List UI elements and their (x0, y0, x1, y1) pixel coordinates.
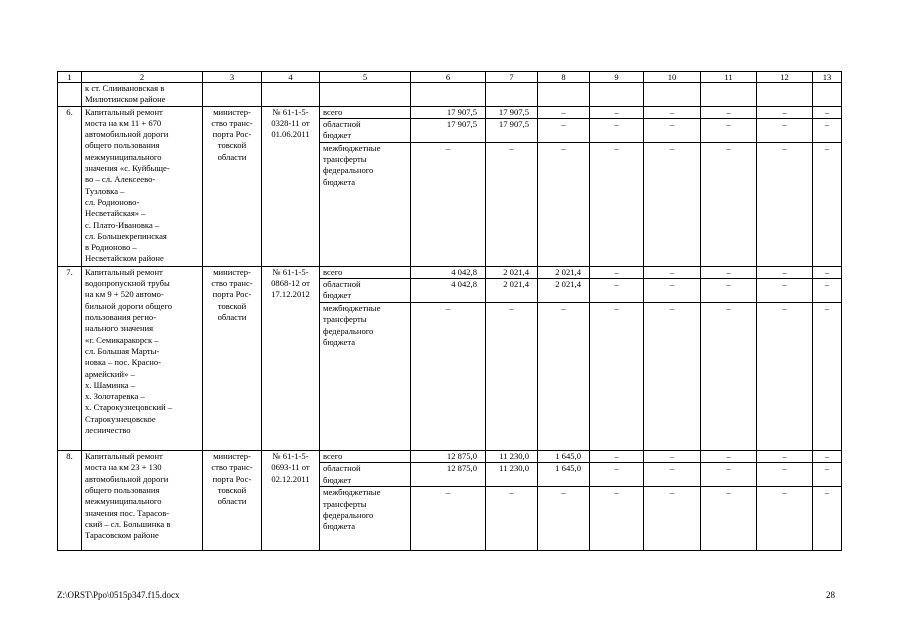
text-line: межмуниципального (85, 496, 162, 507)
amount-cell: – (757, 451, 813, 463)
funding-source (320, 487, 411, 551)
amount-cell: – (590, 487, 644, 551)
text-line: бюджет (323, 474, 352, 485)
column-header-10: 10 (644, 72, 701, 83)
text-line: 0693-11 от (271, 462, 310, 473)
text-line: х. Шаминка – (85, 379, 136, 390)
row-number: 6. (58, 106, 82, 266)
text-line: 0328-11 от (271, 117, 310, 128)
text-line: областной (323, 279, 361, 290)
organization (203, 266, 262, 450)
amount-cell: – (644, 463, 701, 487)
funding-source (320, 279, 411, 303)
amount-cell: – (701, 451, 757, 463)
amount-cell: – (411, 487, 486, 551)
text-line: Тузловка – (85, 185, 125, 196)
continuation-cell (644, 83, 701, 107)
text-line: федерального (323, 510, 374, 521)
amount-cell: – (411, 142, 486, 266)
text-line: автомобильной дороги (85, 129, 169, 140)
continuation-cell (203, 83, 262, 107)
text-line: 01.06.2011 (271, 129, 310, 140)
amount-cell: – (411, 303, 486, 451)
amount-cell: – (813, 106, 842, 118)
text-line: Капитальный ремонт (85, 266, 163, 277)
document-ref (262, 106, 320, 266)
amount-cell: – (590, 303, 644, 451)
funding-source (320, 266, 411, 278)
text-line: водопропускной трубы (85, 278, 170, 289)
organization (203, 451, 262, 551)
amount-cell: – (757, 142, 813, 266)
amount-cell: – (590, 118, 644, 142)
text-line: моста на км 11 + 670 (85, 117, 162, 128)
text-line: на км 9 + 520 автомо- (85, 289, 164, 300)
amount-cell: – (486, 303, 538, 451)
text-line: лесничество (85, 425, 131, 436)
text-line: во – сл. Алексеево- (85, 174, 156, 185)
text-line: 0868-12 от (271, 278, 310, 289)
amount-cell: – (644, 118, 701, 142)
object-name (82, 451, 203, 551)
amount-cell: – (644, 303, 701, 451)
text-line: областной (323, 118, 361, 129)
funding-source (320, 463, 411, 487)
text-line: федерального (323, 325, 374, 336)
text-line: трансферты (323, 314, 367, 325)
continuation-cell (320, 83, 411, 107)
amount-cell: – (813, 451, 842, 463)
text-line: области (217, 312, 247, 323)
amount-cell: – (757, 266, 813, 278)
text-line: товской (217, 140, 247, 151)
funding-source (320, 303, 411, 451)
text-line: Тарасовском районе (85, 530, 159, 541)
text-line: министер- (213, 106, 251, 117)
funding-source (320, 451, 411, 463)
amount-cell: – (590, 463, 644, 487)
amount-cell: 12 875,0 (411, 463, 486, 487)
text-line: общего пользования (85, 485, 160, 496)
continuation-cell (813, 83, 842, 107)
text-line: нального значения (85, 323, 154, 334)
text-line: ский – сл. Большинка в (85, 518, 171, 529)
text-line: товской (217, 485, 247, 496)
row-number: 8. (58, 451, 82, 551)
text-line: порта Рос- (212, 289, 252, 300)
amount-cell: – (644, 487, 701, 551)
text-line: к ст. Слиивановская в (85, 83, 165, 93)
amount-cell: – (757, 487, 813, 551)
amount-cell: – (813, 266, 842, 278)
column-header-4: 4 (262, 72, 320, 83)
column-header-13: 13 (813, 72, 842, 83)
amount-cell: – (644, 266, 701, 278)
amount-cell: – (813, 279, 842, 303)
text-line: пользования регио- (85, 312, 157, 323)
document-ref (262, 451, 320, 551)
amount-cell: 17 907,5 (486, 118, 538, 142)
text-line: ство транс- (211, 278, 253, 289)
text-line: 02.12.2011 (271, 473, 310, 484)
text-line: порта Рос- (212, 473, 252, 484)
budget-table (57, 71, 842, 551)
text-line: всего (323, 266, 343, 277)
continuation-cell (701, 83, 757, 107)
text-line: порта Рос- (212, 129, 252, 140)
text-line: № 61-1-5- (272, 106, 309, 117)
continuation-cell (82, 83, 203, 107)
amount-cell: – (701, 487, 757, 551)
column-header-2: 2 (82, 72, 203, 83)
amount-cell: – (701, 303, 757, 451)
text-line: межбюджетные (323, 487, 381, 498)
text-line: бюджет (323, 290, 352, 301)
document-ref (262, 266, 320, 450)
amount-cell: – (590, 106, 644, 118)
amount-cell: 1 645,0 (538, 451, 590, 463)
text-line: общего пользования (85, 140, 160, 151)
table-row (58, 451, 842, 463)
amount-cell: – (813, 118, 842, 142)
column-header-5: 5 (320, 72, 411, 83)
text-line: Несветайская» – (85, 208, 146, 219)
amount-cell: – (644, 142, 701, 266)
amount-cell: 11 230,0 (486, 463, 538, 487)
text-line: сл. Большекрепинская (85, 230, 167, 241)
amount-cell: – (701, 142, 757, 266)
column-header-7: 7 (486, 72, 538, 83)
text-line: межбюджетные (323, 142, 381, 153)
amount-cell: – (813, 303, 842, 451)
row-number: 7. (58, 266, 82, 450)
text-line: межбюджетные (323, 303, 381, 314)
text-line: бюджет (323, 130, 352, 141)
amount-cell: – (644, 106, 701, 118)
text-line: министер- (213, 451, 251, 462)
column-header-9: 9 (590, 72, 644, 83)
column-header-1: 1 (58, 72, 82, 83)
table-row (58, 106, 842, 118)
column-header-11: 11 (701, 72, 757, 83)
text-line: бильной дороги общего (85, 300, 173, 311)
text-line: области (217, 151, 247, 162)
text-line: новка – пос. Красно- (85, 357, 162, 368)
amount-cell: 2 021,4 (486, 266, 538, 278)
funding-source (320, 142, 411, 266)
text-line: 17.12.2012 (271, 289, 310, 300)
amount-cell: 4 042,8 (411, 279, 486, 303)
text-line: сл. Большая Марты- (85, 345, 160, 356)
object-name (82, 266, 203, 450)
amount-cell: – (590, 142, 644, 266)
amount-cell: 17 907,5 (411, 106, 486, 118)
continuation-cell (411, 83, 486, 107)
column-header-8: 8 (538, 72, 590, 83)
column-header-12: 12 (757, 72, 813, 83)
text-line: Старокузнецовское (85, 413, 156, 424)
amount-cell: – (644, 451, 701, 463)
text-line: значения «с. Куйбыще- (85, 163, 170, 174)
text-line: Милютинском районе (85, 94, 166, 105)
text-line: «г. Семикаракорск – (85, 334, 159, 345)
text-line: автомобильной дороги (85, 473, 169, 484)
continuation-cell (590, 83, 644, 107)
amount-cell: – (757, 118, 813, 142)
continuation-cell (757, 83, 813, 107)
text-line: товской (217, 300, 247, 311)
text-line: области (217, 496, 247, 507)
amount-cell: – (757, 303, 813, 451)
amount-cell: – (538, 487, 590, 551)
text-line: Капитальный ремонт (85, 106, 163, 117)
amount-cell: 2 021,4 (486, 279, 538, 303)
text-line: федерального (323, 165, 374, 176)
amount-cell: – (590, 266, 644, 278)
amount-cell: – (538, 106, 590, 118)
text-line: в Родионово – (85, 242, 137, 253)
text-line: межмуниципального (85, 151, 162, 162)
amount-cell: – (701, 266, 757, 278)
amount-cell: – (701, 106, 757, 118)
text-line: всего (323, 451, 343, 462)
amount-cell: 12 875,0 (411, 451, 486, 463)
amount-cell: – (813, 463, 842, 487)
text-line: армейский» – (85, 368, 135, 379)
table-row (58, 266, 842, 278)
text-line: бюджета (323, 176, 356, 187)
funding-source (320, 118, 411, 142)
text-line: бюджета (323, 337, 356, 348)
amount-cell: 1 645,0 (538, 463, 590, 487)
object-name (82, 106, 203, 266)
text-line: трансферты (323, 498, 367, 509)
funding-source (320, 106, 411, 118)
column-header-6: 6 (411, 72, 486, 83)
amount-cell: 2 021,4 (538, 279, 590, 303)
amount-cell: – (538, 303, 590, 451)
amount-cell: – (757, 106, 813, 118)
text-line: х. Золотаревка – (85, 391, 145, 402)
footer-page-number: 28 (826, 590, 835, 600)
amount-cell: 2 021,4 (538, 266, 590, 278)
amount-cell: – (757, 463, 813, 487)
amount-cell: – (538, 142, 590, 266)
continuation-cell (486, 83, 538, 107)
amount-cell: – (701, 463, 757, 487)
text-line: Капитальный ремонт (85, 451, 163, 462)
amount-cell: – (757, 279, 813, 303)
continuation-cell (58, 83, 82, 107)
text-line: ство транс- (211, 117, 253, 128)
amount-cell: – (701, 279, 757, 303)
text-line: моста на км 23 + 130 (85, 462, 162, 473)
amount-cell: 17 907,5 (486, 106, 538, 118)
amount-cell: – (701, 118, 757, 142)
footer-file-path: Z:\ORST\Ppo\0515p347.f15.docx (57, 590, 180, 600)
amount-cell: – (813, 142, 842, 266)
text-line: сл. Родионово- (85, 196, 140, 207)
amount-cell: – (813, 487, 842, 551)
text-line: х. Старокузнецовский – (85, 402, 173, 413)
text-line: № 61-1-5- (272, 451, 309, 462)
text-line: № 61-1-5- (272, 266, 309, 277)
amount-cell: – (644, 279, 701, 303)
column-header-3: 3 (203, 72, 262, 83)
continuation-cell (538, 83, 590, 107)
amount-cell: – (486, 142, 538, 266)
amount-cell: – (590, 451, 644, 463)
text-line: значения пос. Тарасов- (85, 507, 170, 518)
continuation-cell (262, 83, 320, 107)
amount-cell: 11 230,0 (486, 451, 538, 463)
amount-cell: 4 042,8 (411, 266, 486, 278)
organization (203, 106, 262, 266)
text-line: министер- (213, 266, 251, 277)
amount-cell: – (486, 487, 538, 551)
text-line: трансферты (323, 154, 367, 165)
text-line: всего (323, 106, 343, 117)
text-line: областной (323, 463, 361, 474)
text-line: ство транс- (211, 462, 253, 473)
text-line: с. Плато-Ивановка – (85, 219, 160, 230)
amount-cell: 17 907,5 (411, 118, 486, 142)
text-line: бюджета (323, 521, 356, 532)
text-line: Несветайском районе (85, 253, 164, 264)
amount-cell: – (538, 118, 590, 142)
amount-cell: – (590, 279, 644, 303)
